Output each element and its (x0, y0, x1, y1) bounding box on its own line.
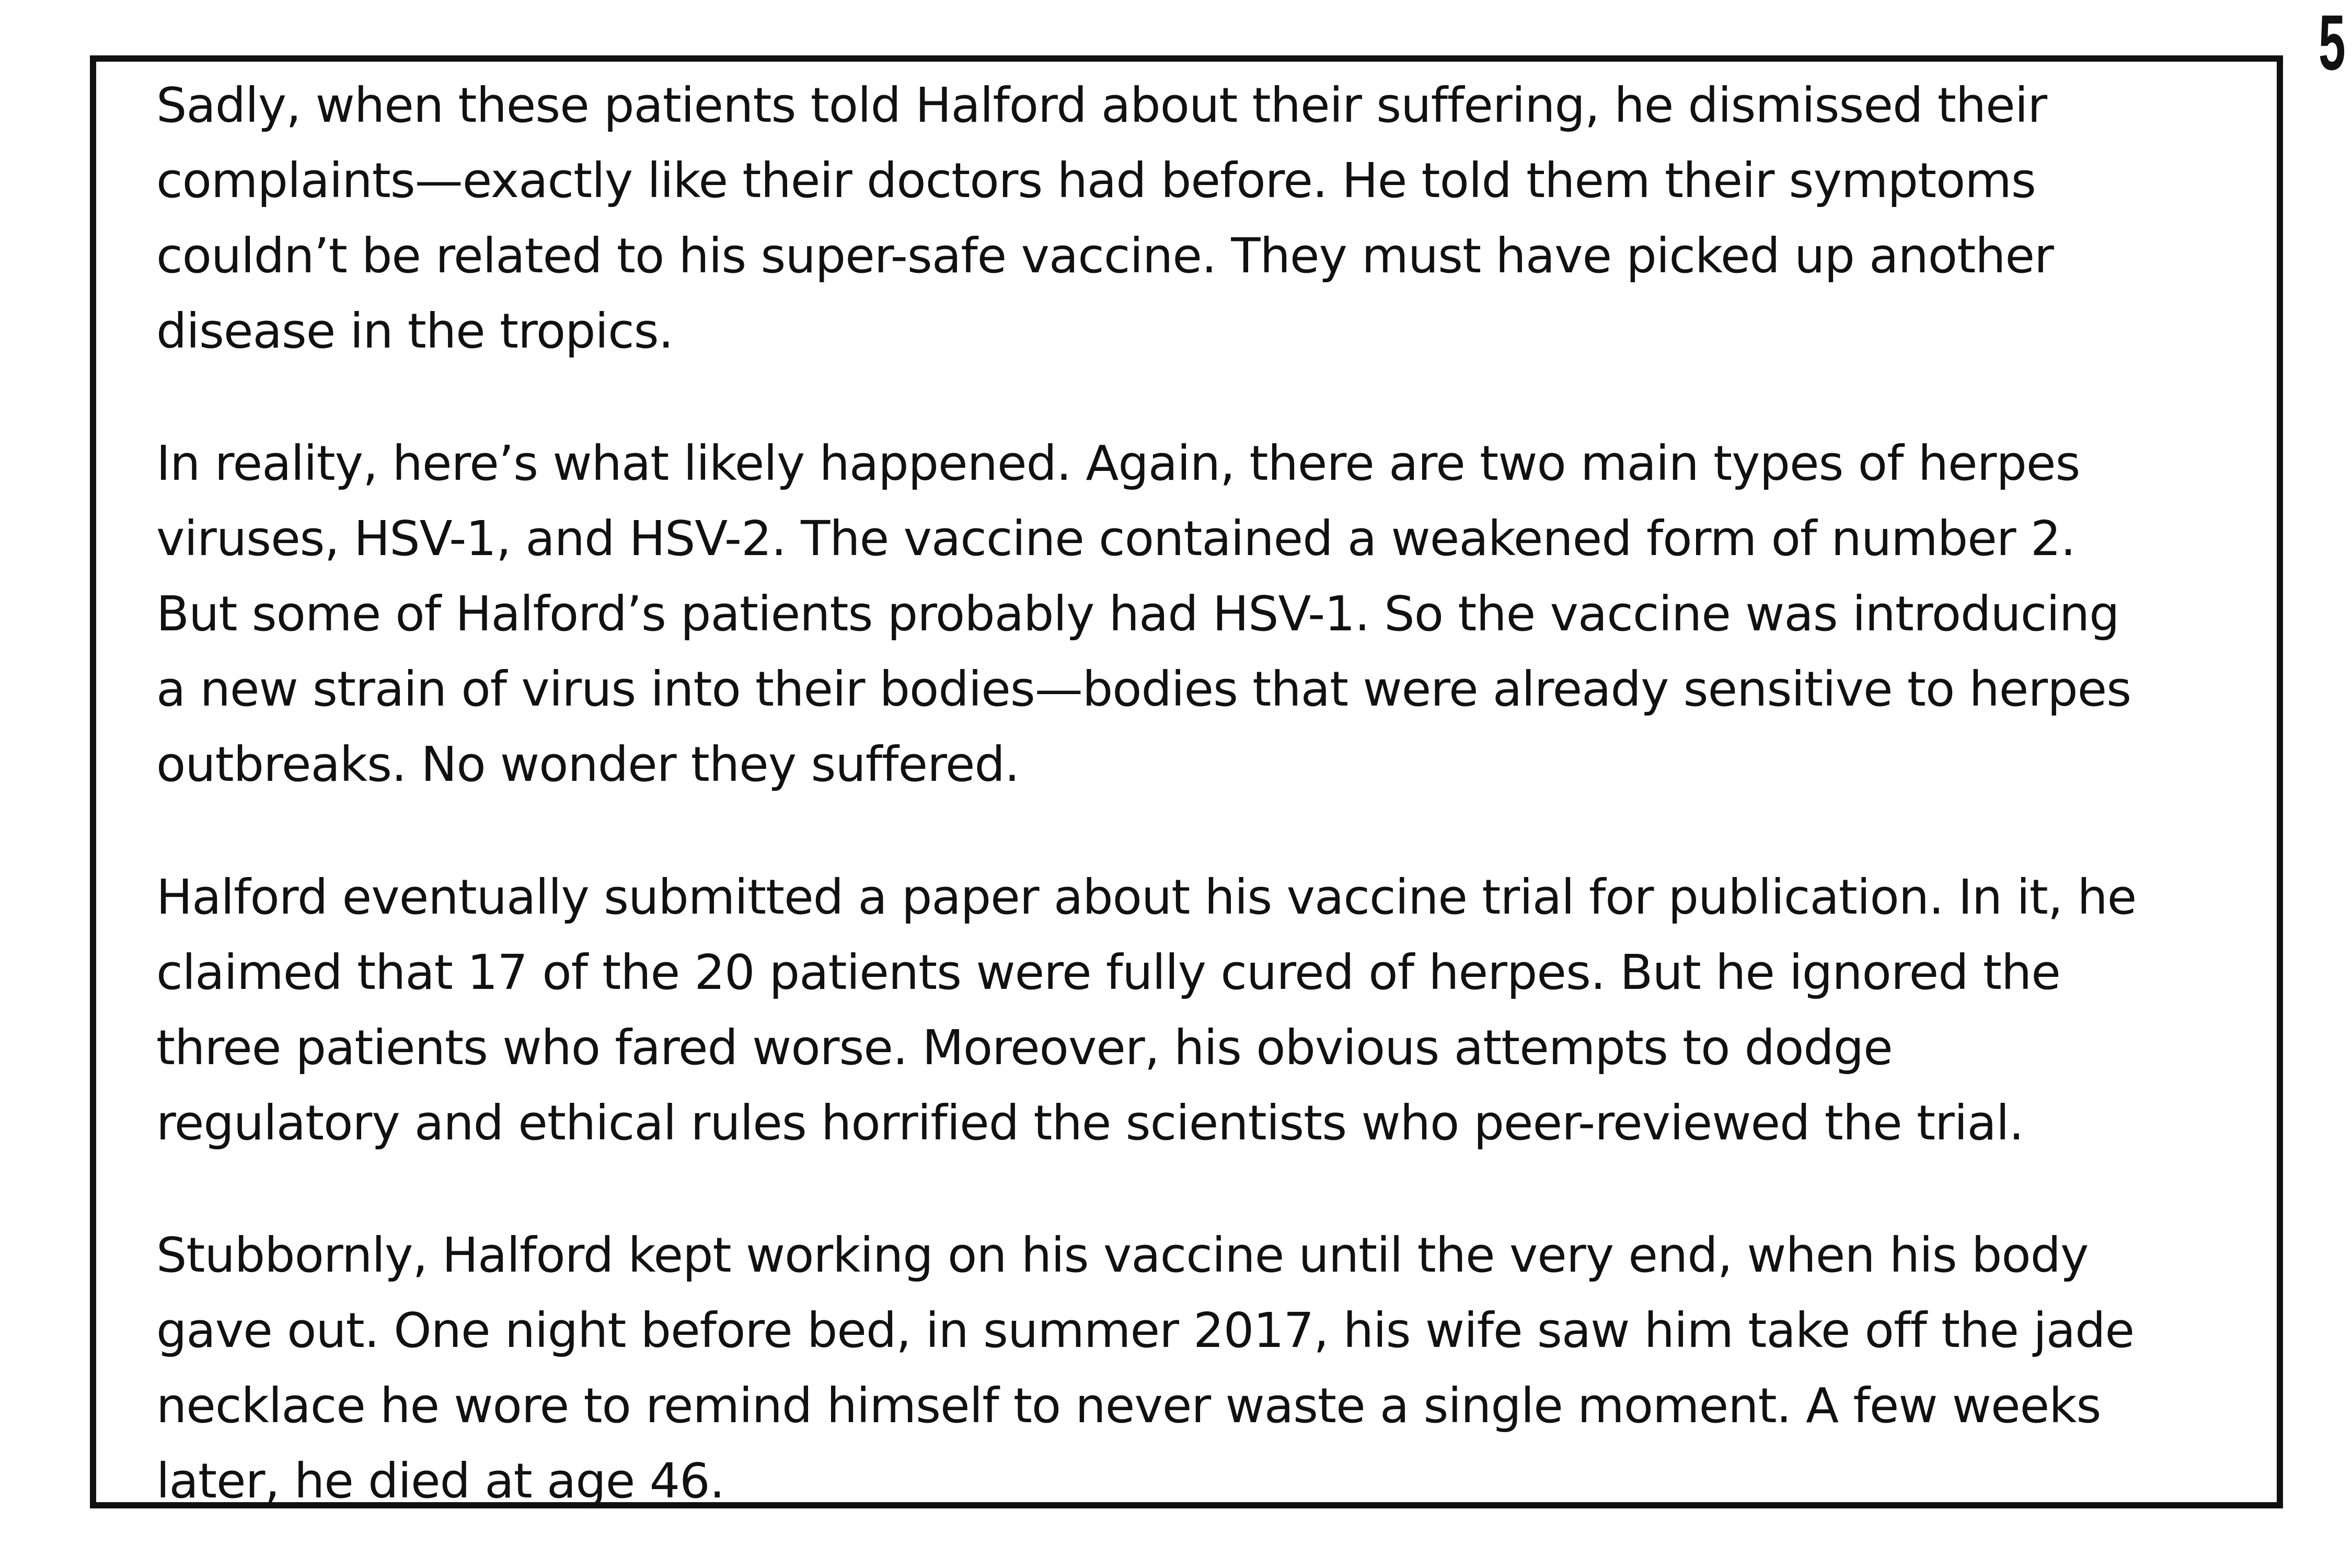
page-number: 5 (2318, 0, 2345, 86)
paragraph-line: But some of Halford’s patients probably had HSV-1. So the vaccine was introducing (156, 586, 2119, 642)
paragraph-line: regulatory and ethical rules horrified the scientists who peer-reviewed the trial. (156, 1095, 2024, 1151)
text-box (90, 55, 2283, 1508)
paragraph-2 (156, 426, 2131, 802)
paragraph-line: Stubbornly, Halford kept working on his vaccine until the very end, when his body (156, 1227, 2089, 1283)
paragraph-1 (156, 68, 2054, 369)
paragraph-line: disease in the tropics. (156, 303, 673, 359)
paragraph-line: a new strain of virus into their bodies—bodies that were already sensitive to herpes (156, 661, 2131, 717)
paragraph-4 (156, 1218, 2134, 1519)
paragraph-line: claimed that 17 of the 20 patients were fully cured of herpes. But he ignored the (156, 944, 2060, 1000)
paragraph-line: In reality, here’s what likely happened. Again, there are two main types of herpes (156, 435, 2080, 491)
paragraph-line: later, he died at age 46. (156, 1453, 724, 1509)
paragraph-line: three patients who fared worse. Moreover, his obvious attempts to dodge (156, 1020, 1893, 1076)
paragraph-line: outbreaks. No wonder they suffered. (156, 736, 1020, 792)
paragraph-line: gave out. One night before bed, in summer 2017, his wife saw him take off the jade (156, 1302, 2135, 1358)
paragraph-line: necklace he wore to remind himself to never waste a single moment. A few weeks (156, 1378, 2101, 1434)
paragraph-line: complaints—exactly like their doctors had before. He told them their symptoms (156, 153, 2036, 209)
paragraph-line: couldn’t be related to his super-safe vaccine. They must have picked up another (156, 228, 2054, 284)
paragraph-line: viruses, HSV-1, and HSV-2. The vaccine contained a weakened form of number 2. (156, 511, 2076, 567)
paragraph-line: Sadly, when these patients told Halford about their suffering, he dismissed their (156, 77, 2047, 133)
paragraph-line: Halford eventually submitted a paper about his vaccine trial for publication. In it, he (156, 869, 2137, 925)
paragraph-3 (156, 860, 2136, 1161)
